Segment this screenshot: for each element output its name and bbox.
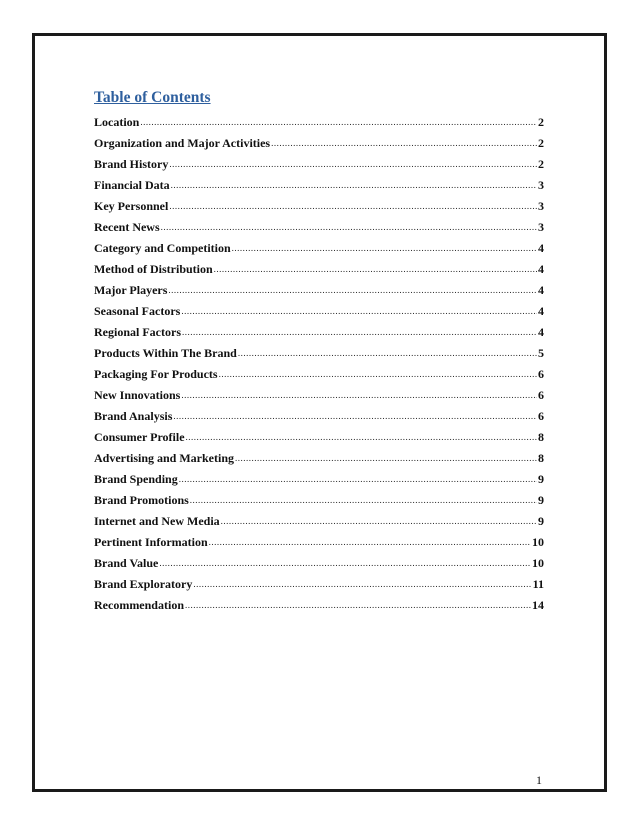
toc-dot-leader xyxy=(271,135,537,151)
toc-entry-label[interactable]: Advertising and Marketing xyxy=(94,451,235,465)
toc-dot-leader xyxy=(169,156,537,172)
toc-entry-page-number: 2 xyxy=(538,115,544,129)
toc-entry-label[interactable]: Brand Spending xyxy=(94,472,178,486)
toc-dot-leader xyxy=(193,576,531,592)
toc-list xyxy=(94,114,544,618)
toc-entry-label[interactable]: Pertinent Information xyxy=(94,535,208,549)
toc-entry-page-number: 10 xyxy=(532,535,544,549)
toc-entry-page-number: 14 xyxy=(532,598,544,612)
toc-entry-page-number: 3 xyxy=(538,220,544,234)
toc-entry-page-number: 9 xyxy=(538,493,544,507)
toc-dot-leader xyxy=(181,387,537,403)
toc-entry-label[interactable]: Brand Analysis xyxy=(94,409,173,423)
toc-entry[interactable] xyxy=(94,576,544,597)
toc-dot-leader xyxy=(232,240,537,256)
toc-entry[interactable] xyxy=(94,177,544,198)
toc-entry-label[interactable]: Key Personnel xyxy=(94,199,169,213)
toc-entry-page-number: 4 xyxy=(538,241,544,255)
toc-entry[interactable] xyxy=(94,261,544,282)
toc-entry-label[interactable]: New Innovations xyxy=(94,388,181,402)
toc-entry-page-number: 6 xyxy=(538,409,544,423)
toc-entry[interactable] xyxy=(94,492,544,513)
toc-entry-page-number: 4 xyxy=(538,325,544,339)
toc-entry-page-number: 6 xyxy=(538,367,544,381)
toc-entry[interactable] xyxy=(94,513,544,534)
toc-dot-leader xyxy=(185,597,531,613)
toc-entry-label[interactable]: Seasonal Factors xyxy=(94,304,181,318)
toc-entry-label[interactable]: Brand Exploratory xyxy=(94,577,193,591)
toc-entry[interactable] xyxy=(94,324,544,345)
toc-entry[interactable] xyxy=(94,345,544,366)
toc-entry-page-number: 11 xyxy=(532,577,544,591)
toc-dot-leader xyxy=(209,534,531,550)
toc-dot-leader xyxy=(235,450,537,466)
toc-entry-page-number: 4 xyxy=(538,262,544,276)
toc-entry-label[interactable]: Location xyxy=(94,115,140,129)
toc-entry[interactable] xyxy=(94,282,544,303)
toc-entry[interactable] xyxy=(94,114,544,135)
toc-dot-leader xyxy=(140,114,537,130)
toc-entry[interactable] xyxy=(94,534,544,555)
toc-entry[interactable] xyxy=(94,240,544,261)
toc-dot-leader xyxy=(190,492,537,508)
toc-dot-leader xyxy=(161,219,537,235)
toc-dot-leader xyxy=(168,282,537,298)
toc-dot-leader xyxy=(219,366,537,382)
toc-entry[interactable] xyxy=(94,429,544,450)
toc-entry[interactable] xyxy=(94,555,544,576)
toc-entry[interactable] xyxy=(94,450,544,471)
toc-dot-leader xyxy=(238,345,537,361)
toc-entry[interactable] xyxy=(94,219,544,240)
toc-entry-page-number: 5 xyxy=(538,346,544,360)
toc-entry-label[interactable]: Internet and New Media xyxy=(94,514,220,528)
toc-entry[interactable] xyxy=(94,471,544,492)
toc-dot-leader xyxy=(159,555,531,571)
toc-entry-label[interactable]: Consumer Profile xyxy=(94,430,185,444)
toc-entry-label[interactable]: Recommendation xyxy=(94,598,184,612)
toc-entry[interactable] xyxy=(94,366,544,387)
toc-dot-leader xyxy=(171,177,537,193)
toc-entry[interactable] xyxy=(94,303,544,324)
toc-entry-label[interactable]: Regional Factors xyxy=(94,325,181,339)
page-number: 1 xyxy=(536,773,542,787)
toc-entry-label[interactable]: Recent News xyxy=(94,220,160,234)
toc-title: Table of Contents xyxy=(94,89,211,106)
toc-entry[interactable] xyxy=(94,156,544,177)
toc-dot-leader xyxy=(181,303,537,319)
toc-entry-page-number: 10 xyxy=(532,556,544,570)
toc-entry-page-number: 2 xyxy=(538,157,544,171)
toc-entry-label[interactable]: Financial Data xyxy=(94,178,170,192)
toc-entry-label[interactable]: Category and Competition xyxy=(94,241,231,255)
toc-dot-leader xyxy=(221,513,537,529)
toc-entry-page-number: 4 xyxy=(538,304,544,318)
toc-entry[interactable] xyxy=(94,198,544,219)
toc-entry-label[interactable]: Brand History xyxy=(94,157,169,171)
toc-entry-label[interactable]: Method of Distribution xyxy=(94,262,213,276)
toc-entry-page-number: 2 xyxy=(538,136,544,150)
toc-entry[interactable] xyxy=(94,135,544,156)
toc-entry-label[interactable]: Brand Promotions xyxy=(94,493,189,507)
toc-entry-label[interactable]: Packaging For Products xyxy=(94,367,218,381)
toc-entry-label[interactable]: Major Players xyxy=(94,283,168,297)
toc-entry-page-number: 9 xyxy=(538,472,544,486)
toc-dot-leader xyxy=(173,408,537,424)
toc-entry-label[interactable]: Brand Value xyxy=(94,556,159,570)
toc-entry-page-number: 8 xyxy=(538,451,544,465)
toc-dot-leader xyxy=(186,429,537,445)
toc-dot-leader xyxy=(214,261,537,277)
toc-entry[interactable] xyxy=(94,597,544,618)
toc-entry-label[interactable]: Organization and Major Activities xyxy=(94,136,271,150)
toc-entry[interactable] xyxy=(94,408,544,429)
toc-dot-leader xyxy=(182,324,537,340)
toc-entry-label[interactable]: Products Within The Brand xyxy=(94,346,237,360)
toc-entry-page-number: 4 xyxy=(538,283,544,297)
toc-entry[interactable] xyxy=(94,387,544,408)
toc-dot-leader xyxy=(179,471,537,487)
toc-entry-page-number: 9 xyxy=(538,514,544,528)
toc-entry-page-number: 3 xyxy=(538,178,544,192)
toc-dot-leader xyxy=(169,198,537,214)
toc-entry-page-number: 3 xyxy=(538,199,544,213)
toc-entry-page-number: 6 xyxy=(538,388,544,402)
toc-entry-page-number: 8 xyxy=(538,430,544,444)
